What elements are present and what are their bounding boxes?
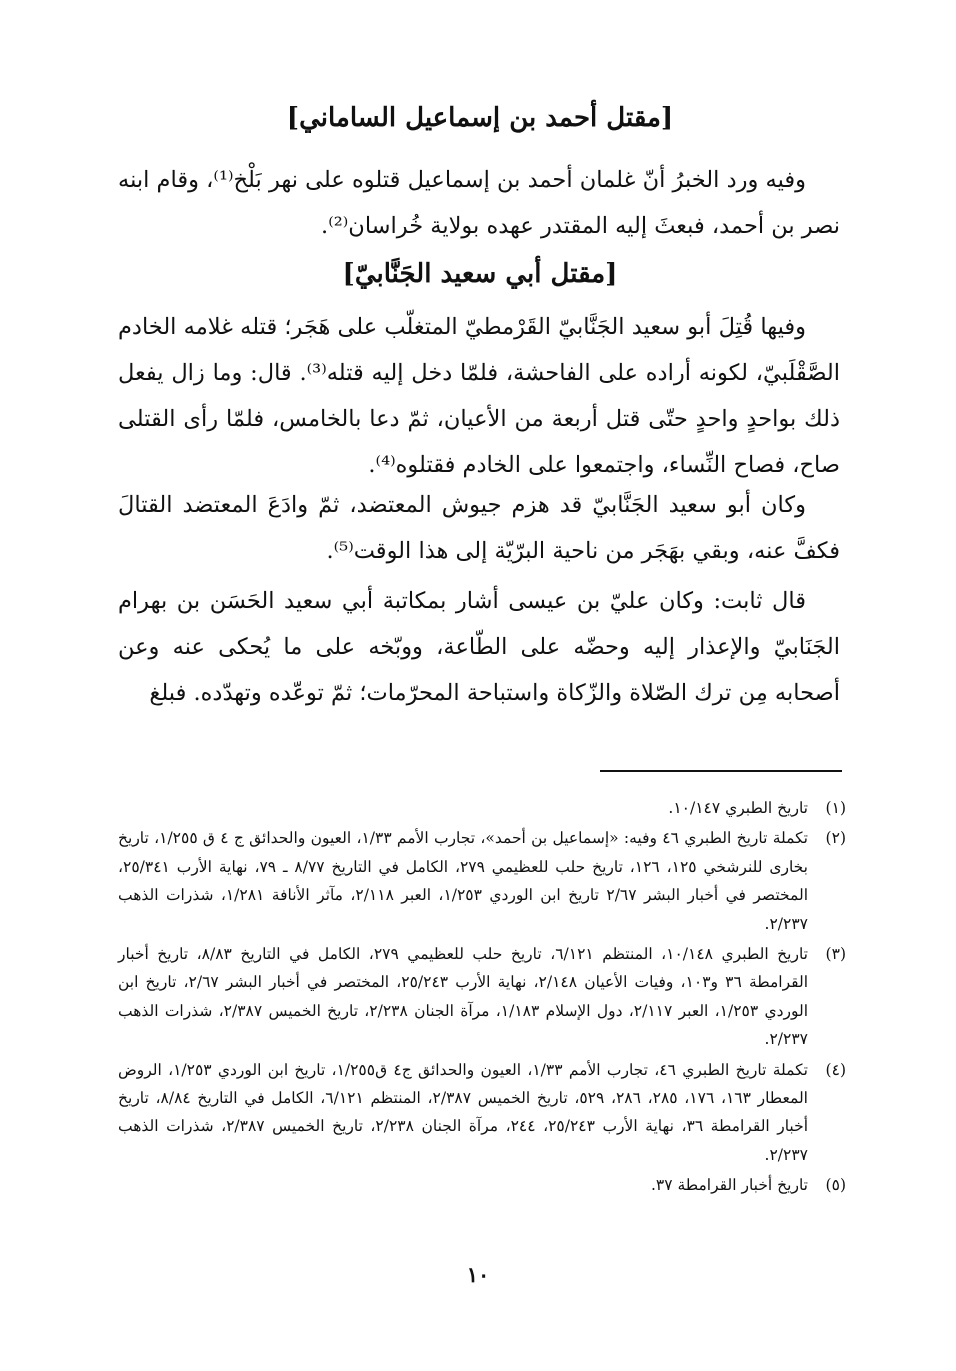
footnote-text: تاريخ الطبري ١٠/١٤٧.	[668, 799, 808, 817]
footnote-number: (٤)	[825, 1060, 846, 1079]
footnote-text: تاريخ أخبار القرامطة ٣٧.	[650, 1176, 808, 1195]
section-heading-jannabi: [مقتل أبي سعيد الجَنَّابيّ]	[342, 259, 618, 289]
footnote-number: (٢)	[825, 829, 846, 848]
section-heading-samani: [مقتل أحمد بن إسماعيل الساماني]	[286, 103, 674, 133]
footnote-item	[118, 1056, 846, 1170]
footnote-number: (٣)	[825, 945, 846, 964]
footnote-divider	[600, 770, 842, 772]
footnote-number: (١)	[825, 799, 846, 817]
paragraph-4: قال ثابت: وكان عليّ بن عيسى أشار بمكاتبة أبي سعيد الحَسَن بن بهرام الجَنَابيّ والإعذار إليه وحضّه على الطّاعة، ووبّخه على ما يُحكى عنه وعن أصحابه مِن ترك الصّلاة والزّكاة واستباحة المحرّمات؛ ثمّ توعّده وتهدّده. فبلغ	[118, 588, 840, 706]
footnotes-list	[118, 794, 846, 1202]
footnote-item	[118, 824, 846, 938]
footnote-item	[118, 1171, 846, 1199]
footnote-item	[118, 940, 846, 1054]
footnote-item	[118, 794, 846, 822]
footnote-text: تكملة تاريخ الطبري ٤٦ وفيه: «إسماعيل بن أحمد»، تجارب الأمم ١/٣٣، العيون والحدائق ج ٤ ق ١/٢٥٥، تاريخ بخارى للنرشخي ١٢٥، ١٢٦، تاريخ حلب للعظيمي ٢٧٩، الكامل في التاريخ ٨/٧٧ ـ ٧٩، نهاية الأرب ٢٥/٣٤١، المختصر في أخبار البشر ٢/٦٧ تاريخ ابن الوردي ١/٢٥٣، العبر ٢/١١٨، مآثر الأنافة ١/٢٨١، شذرات الذهب ٢/٢٣٧.	[118, 829, 809, 933]
footnote-text: تاريخ الطبري ١٠/١٤٨، المنتظم ٦/١٢١، تاريخ حلب للعظيمي ٢٧٩، الكامل في التاريخ ٨/٨٣، تاريخ أخبار القرامطة ٣٦ و١٠٣، وفيات الأعيان ٢/١٤٨، نهاية الأرب ٢٥/٢٤٣، المختصر في أخبار البشر ٢/٦٧، تاريخ ابن الوردي ١/٢٥٣، العبر ٢/١١٧، دول الإسلام ١/١٨٣، مرآة الجنان ٢/٢٣٨، تاريخ الخميس ٢/٣٨٧، شذرات الذهب ٢/٢٣٧.	[118, 945, 809, 1049]
footnote-text: تكملة تاريخ الطبري ٤٦، تجارب الأمم ١/٣٣، العيون والحدائق ج٤ ق١/٢٥٥، تاريخ ابن الوردي ١/٢٥٣، الروض المعطار ١٦٣، ١٧٦، ٢٨٥، ٢٨٦، ٥٢٩، تاريخ الخميس ٢/٣٨٧، المنتظم ٦/١٢١، الكامل في التاريخ ٨/٨٤، تاريخ أخبار القرامطة ٣٦، نهاية الأرب ٢٥/٢٤٣، ٢٤٤، مرآة الجنان ٢/٢٣٨، تاريخ الخميس ٢/٣٨٧، شذرات الذهب ٢/٢٣٧.	[118, 1060, 808, 1164]
footnote-number: (٥)	[825, 1176, 846, 1195]
paragraph-1: وفيه ورد الخبرُ أنّ غلمان أحمد بن إسماعيل قتلوه على نهر بَلْخ⁽¹⁾، وقام ابنه نصر بن أحمد، فبعثَ إليه المقتدر عهده بولاية خُراسان⁽²⁾.	[118, 167, 840, 239]
paragraph-2: وفيها قُتِلَ أبو سعيد الجَنَّابيّ القَرْمطيّ المتغلّب على هَجَر؛ قتله غلامه الخادم الصَّقْلَبيّ، لكونه أراده على الفاحشة، فلمّا دخل إليه قتله⁽³⁾. قال: وما زال يفعل ذلك بواحدٍ واحدٍ حتّى قتل أربعة من الأعيان، ثمّ دعا بالخامس، فلمّا رأى القتلى صاح، فصاح النِّساء، واجتمعوا على الخادم فقتلوه⁽⁴⁾.	[118, 314, 841, 478]
paragraph-3: وكان أبو سعيد الجَنَّابيّ قد هزم جيوش المعتضد، ثمّ وادَعَ المعتضد القتالَ فكفَّ عنه، وبقي بهَجَر من ناحية البرّيّة إلى هذا الوقت⁽⁵⁾.	[118, 492, 840, 564]
page-number: ١٠	[466, 1262, 490, 1287]
